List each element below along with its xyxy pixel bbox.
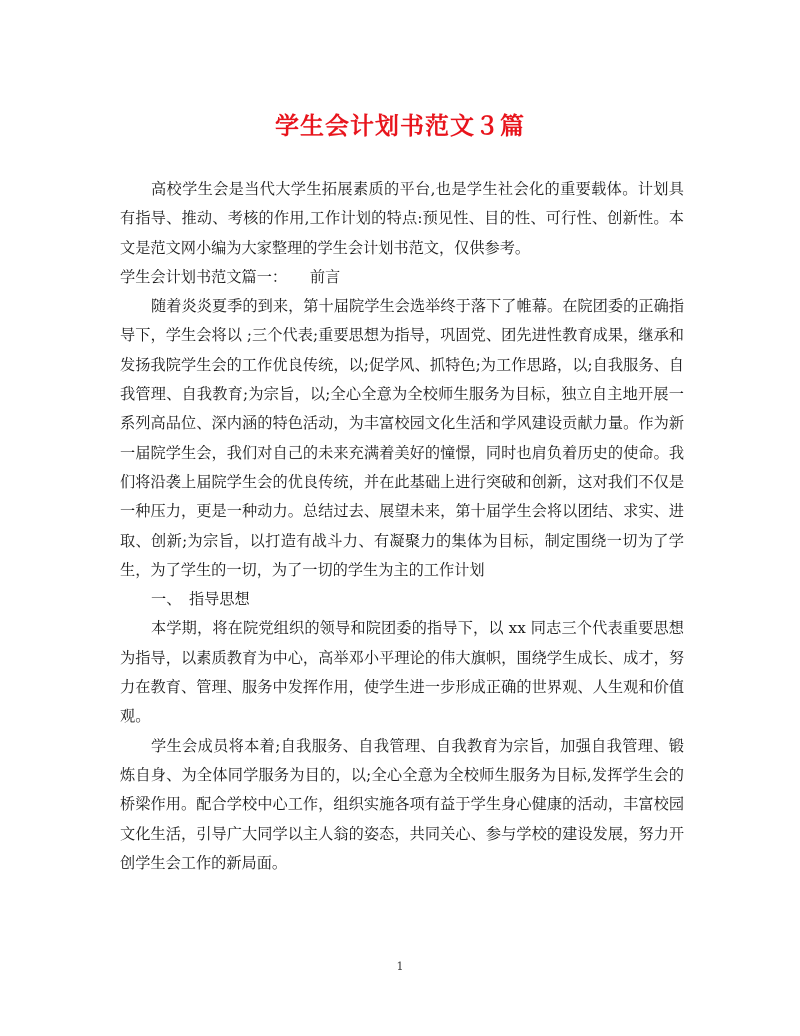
- document-title: 学生会计划书范文３篇: [275, 112, 525, 140]
- page-number: 1: [396, 960, 404, 973]
- document-body: [120, 175, 684, 878]
- preface-paragraph: 随着炎炎夏季的到来，第十届院学生会选举终于落下了帷幕。在院团委的正确指导下，学生会将以 ;三个代表;重要思想为指导，巩固党、团先进性教育成果，继承和发扬我院学生会的工作优良传统，以;促学风、抓特色;为工作思路，以;自我服务、自我管理、自我教育;为宗旨，以;全心全意为全校师生服务为目标，独立自主地开展一系列高品位、深内涵的特色活动，为丰富校园文化生活和学风建设贡献力量。作为新一届院学生会，我们对自己的未来充满着美好的憧憬，同时也肩负着历史的使命。我们将沿袭上届院学生会的优良传统，并在此基础上进行突破和创新，这对我们不仅是一种压力，更是一种动力。总结过去、展望未来，第十届学生会将以团结、求实、进取、创新;为宗旨，以打造有战斗力、有凝聚力的集体为目标，制定围绕一切为了学生，为了学生的一切，为了一切的学生为主的工作计划: [120, 297, 684, 579]
- members-paragraph: 学生会成员将本着;自我服务、自我管理、自我教育为宗旨，加强自我管理、锻炼自身、为全体同学服务为目的，以;全心全意为全校师生服务为目标,发挥学生会的桥梁作用。配合学校中心工作，组织实施各项有益于学生身心健康的活动，丰富校园文化生活，引导广大同学以主人翁的姿态，共同关心、参与学校的建设发展，努力开创学生会工作的新局面。: [120, 736, 684, 872]
- section-heading-guiding-thought: 一、 指导思想: [151, 590, 250, 609]
- guiding-thought-paragraph: 本学期，将在院党组织的领导和院团委的指导下，以 xx 同志三个代表重要思想为指导，以素质教育为中心，高举邓小平理论的伟大旗帜，围绕学生成长、成才，努力在教育、管理、服务中发挥作用，使学生进一步形成正确的世界观、人生观和价值观。: [120, 619, 684, 726]
- intro-paragraph: 高校学生会是当代大学生拓展素质的平台,也是学生社会化的重要载体。计划具有指导、推动、考核的作用,工作计划的特点:预见性、目的性、可行性、创新性。本文是范文网小编为大家整理的学生会计划书范文，仅供参考。: [120, 180, 684, 257]
- section-heading-article-one: 学生会计划书范文篇一： 前言: [120, 267, 341, 286]
